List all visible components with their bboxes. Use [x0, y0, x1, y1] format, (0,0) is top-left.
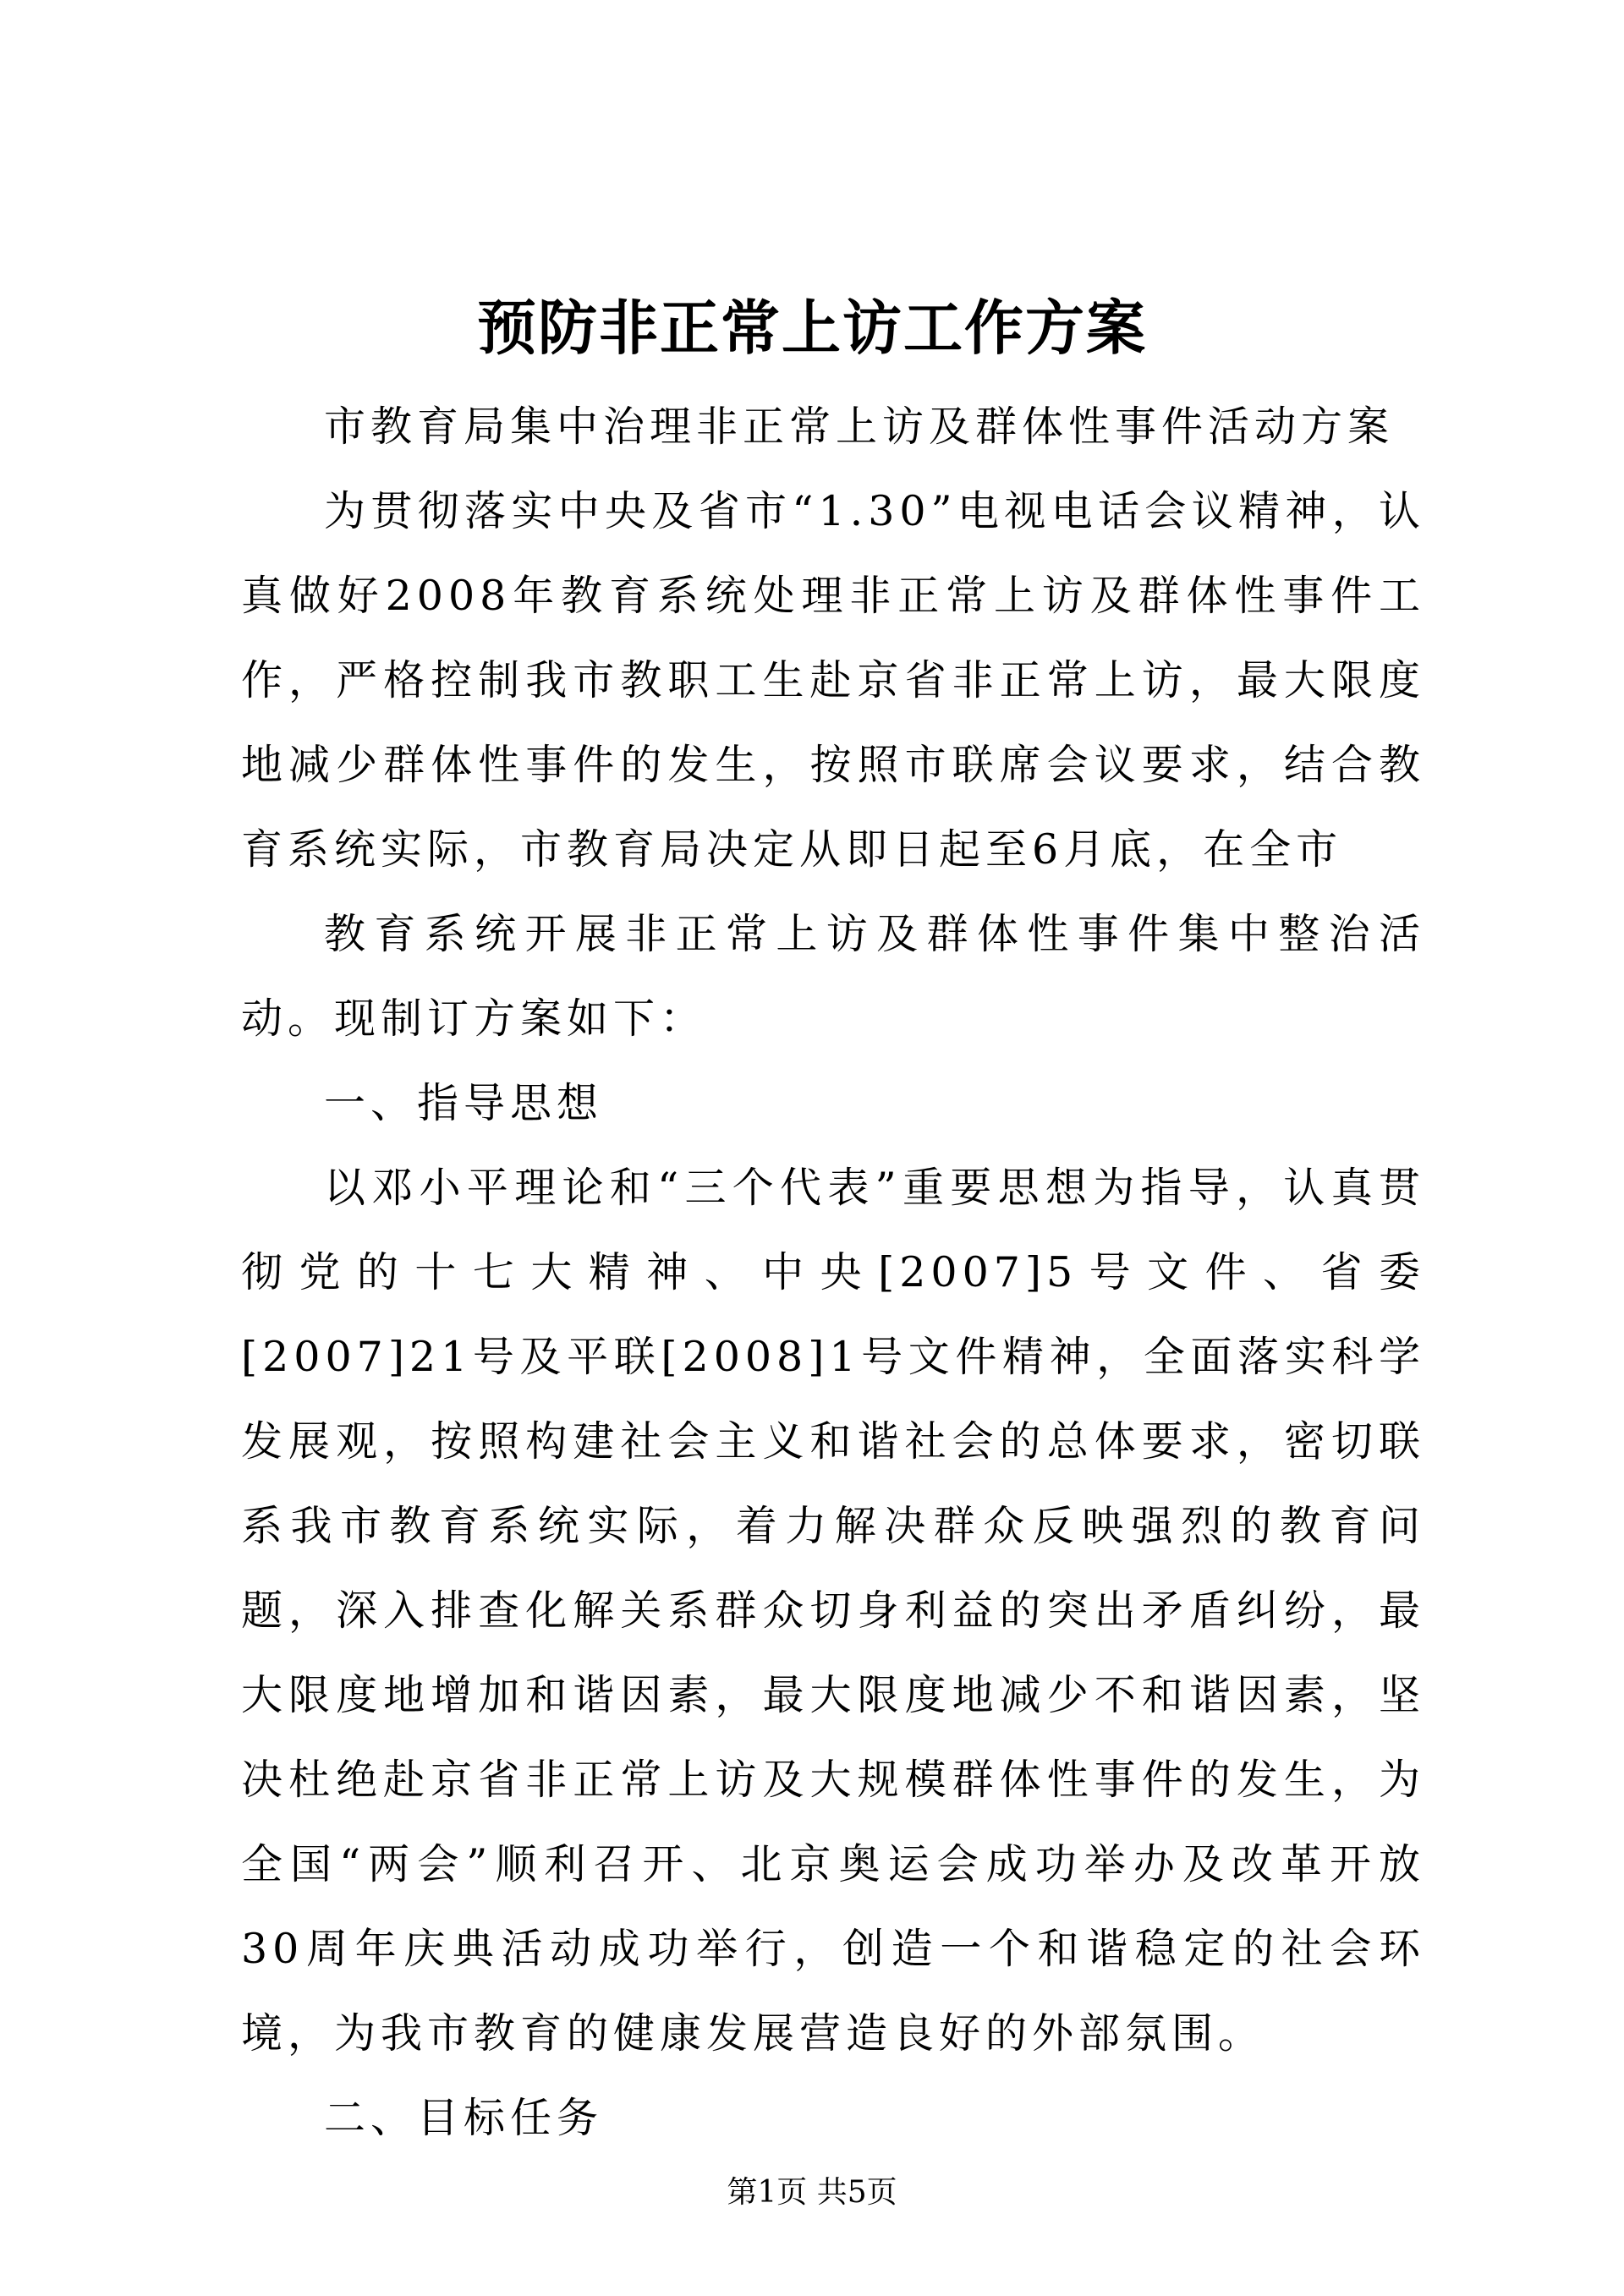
intro-paragraph-1: 为贯彻落实中央及省市“1.30”电视电话会议精神，认真做好2008年教育系统处理非正常上访及群体性事件工作，严格控制我市教职工生赴京省非正常上访，最大限度地减少群体性事件的发生，按照市联席会议要求，结合教育系统实际，市教育局决定从即日起至6月底，在全市: [241, 487, 1425, 874]
page-footer: 第1页 共5页: [727, 2175, 897, 2210]
intro-paragraph-2: 教育系统开展非正常上访及群体性事件集中整治活动。现制订方案如下：: [241, 910, 1425, 1043]
section-1-heading: 一、指导思想: [324, 1079, 604, 1127]
subtitle-paragraph: 市教育局集中治理非正常上访及群体性事件活动方案: [324, 403, 1395, 451]
document-title: 预防非正常上访工作方案: [477, 293, 1147, 363]
section-1-text: 以邓小平理论和“三个代表”重要思想为指导，认真贯彻党的十七大精神、中央[2007]5号文件、省委[2007]21号及平联[2008]1号文件精神，全面落实科学发展观，按照构建社会主义和谐社会的总体要求，密切联系我市教育系统实际，着力解决群众反映强烈的教育问题，深入排查化解关系群众切身利益的突出矛盾纠纷，最大限度地增加和谐因素，最大限度地减少不和谐因素，坚决杜绝赴京省非正常上访及大规模群体性事件的发生，为全国“两会”顺利召开、北京奥运会成功举办及改革开放30周年庆典活动成功举行，创造一个和谐稳定的社会环境，为我市教育的健康发展营造良好的外部氛围。: [241, 1164, 1425, 2058]
section-2-heading: 二、目标任务: [324, 2094, 604, 2142]
document-body: [241, 385, 1425, 2161]
